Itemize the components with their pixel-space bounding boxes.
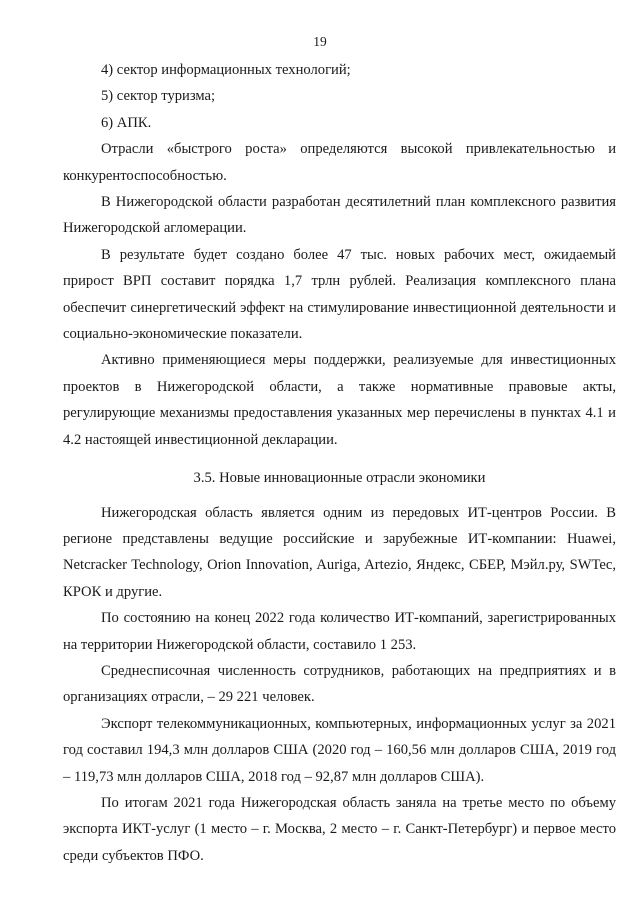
paragraph: Среднесписочная численность сотрудников, работающих на предприятиях и в организациях отрасли, – 29 221 человек. (63, 662, 616, 706)
paragraph: В Нижегородской области разработан десятилетний план комплексного развития Нижегородской агломерации. (63, 194, 616, 237)
paragraph: Экспорт телекоммуникационных, компьютерных, информационных услуг за 2021 год составил 194,3 млн долларов США (2020 год – 160,56 млн долларов США, 2019 год – 119,73 млн долларов США, 2018 год – 92,87 млн долларов США). (63, 715, 616, 785)
paragraph: Отрасли «быстрого роста» определяются высокой привлекательностью и конкурентоспособностью. (63, 141, 616, 184)
list-item: 5) сектор туризма; (101, 88, 216, 105)
paragraph: По состоянию на конец 2022 года количество ИТ-компаний, зарегистрированных на территории Нижегородской области, составило 1 253. (63, 610, 616, 653)
section-heading: 3.5. Новые инновационные отрасли экономики (193, 470, 486, 487)
page-body (63, 57, 616, 869)
paragraph: В результате будет создано более 47 тыс. новых рабочих мест, ожидаемый прирост ВРП составит порядка 1,7 трлн рублей. Реализация комплексного плана обеспечит синергетический эффект на стимулирование инвестиционной деятельности и социально-экономические показатели. (63, 246, 616, 343)
paragraph: Активно применяющиеся меры поддержки, реализуемые для инвестиционных проектов в Нижегородской области, а также нормативные правовые акты, регулирующие механизмы предоставления указанных мер перечислены в пунктах 4.1 и 4.2 настоящей инвестиционной декларации. (63, 352, 616, 448)
paragraph: Нижегородская область является одним из передовых ИТ-центров России. В регионе представлены ведущие российские и зарубежные ИТ-компании: Huawei, Netcracker Technology, Orion Innovation, Auriga, Artezio, Яндекс, СБЕР, Мэйл.ру, SWTec, КРОК и другие. (63, 504, 616, 600)
page-number: 19 (313, 34, 327, 49)
list-item: 6) АПК. (101, 114, 152, 131)
paragraph: По итогам 2021 года Нижегородская область заняла на третье место по объему экспорта ИКТ-услуг (1 место – г. Москва, 2 место – г. Санкт-Петербург) и первое место среди субъектов ПФО. (63, 794, 616, 864)
list-item: 4) сектор информационных технологий; (101, 62, 351, 78)
